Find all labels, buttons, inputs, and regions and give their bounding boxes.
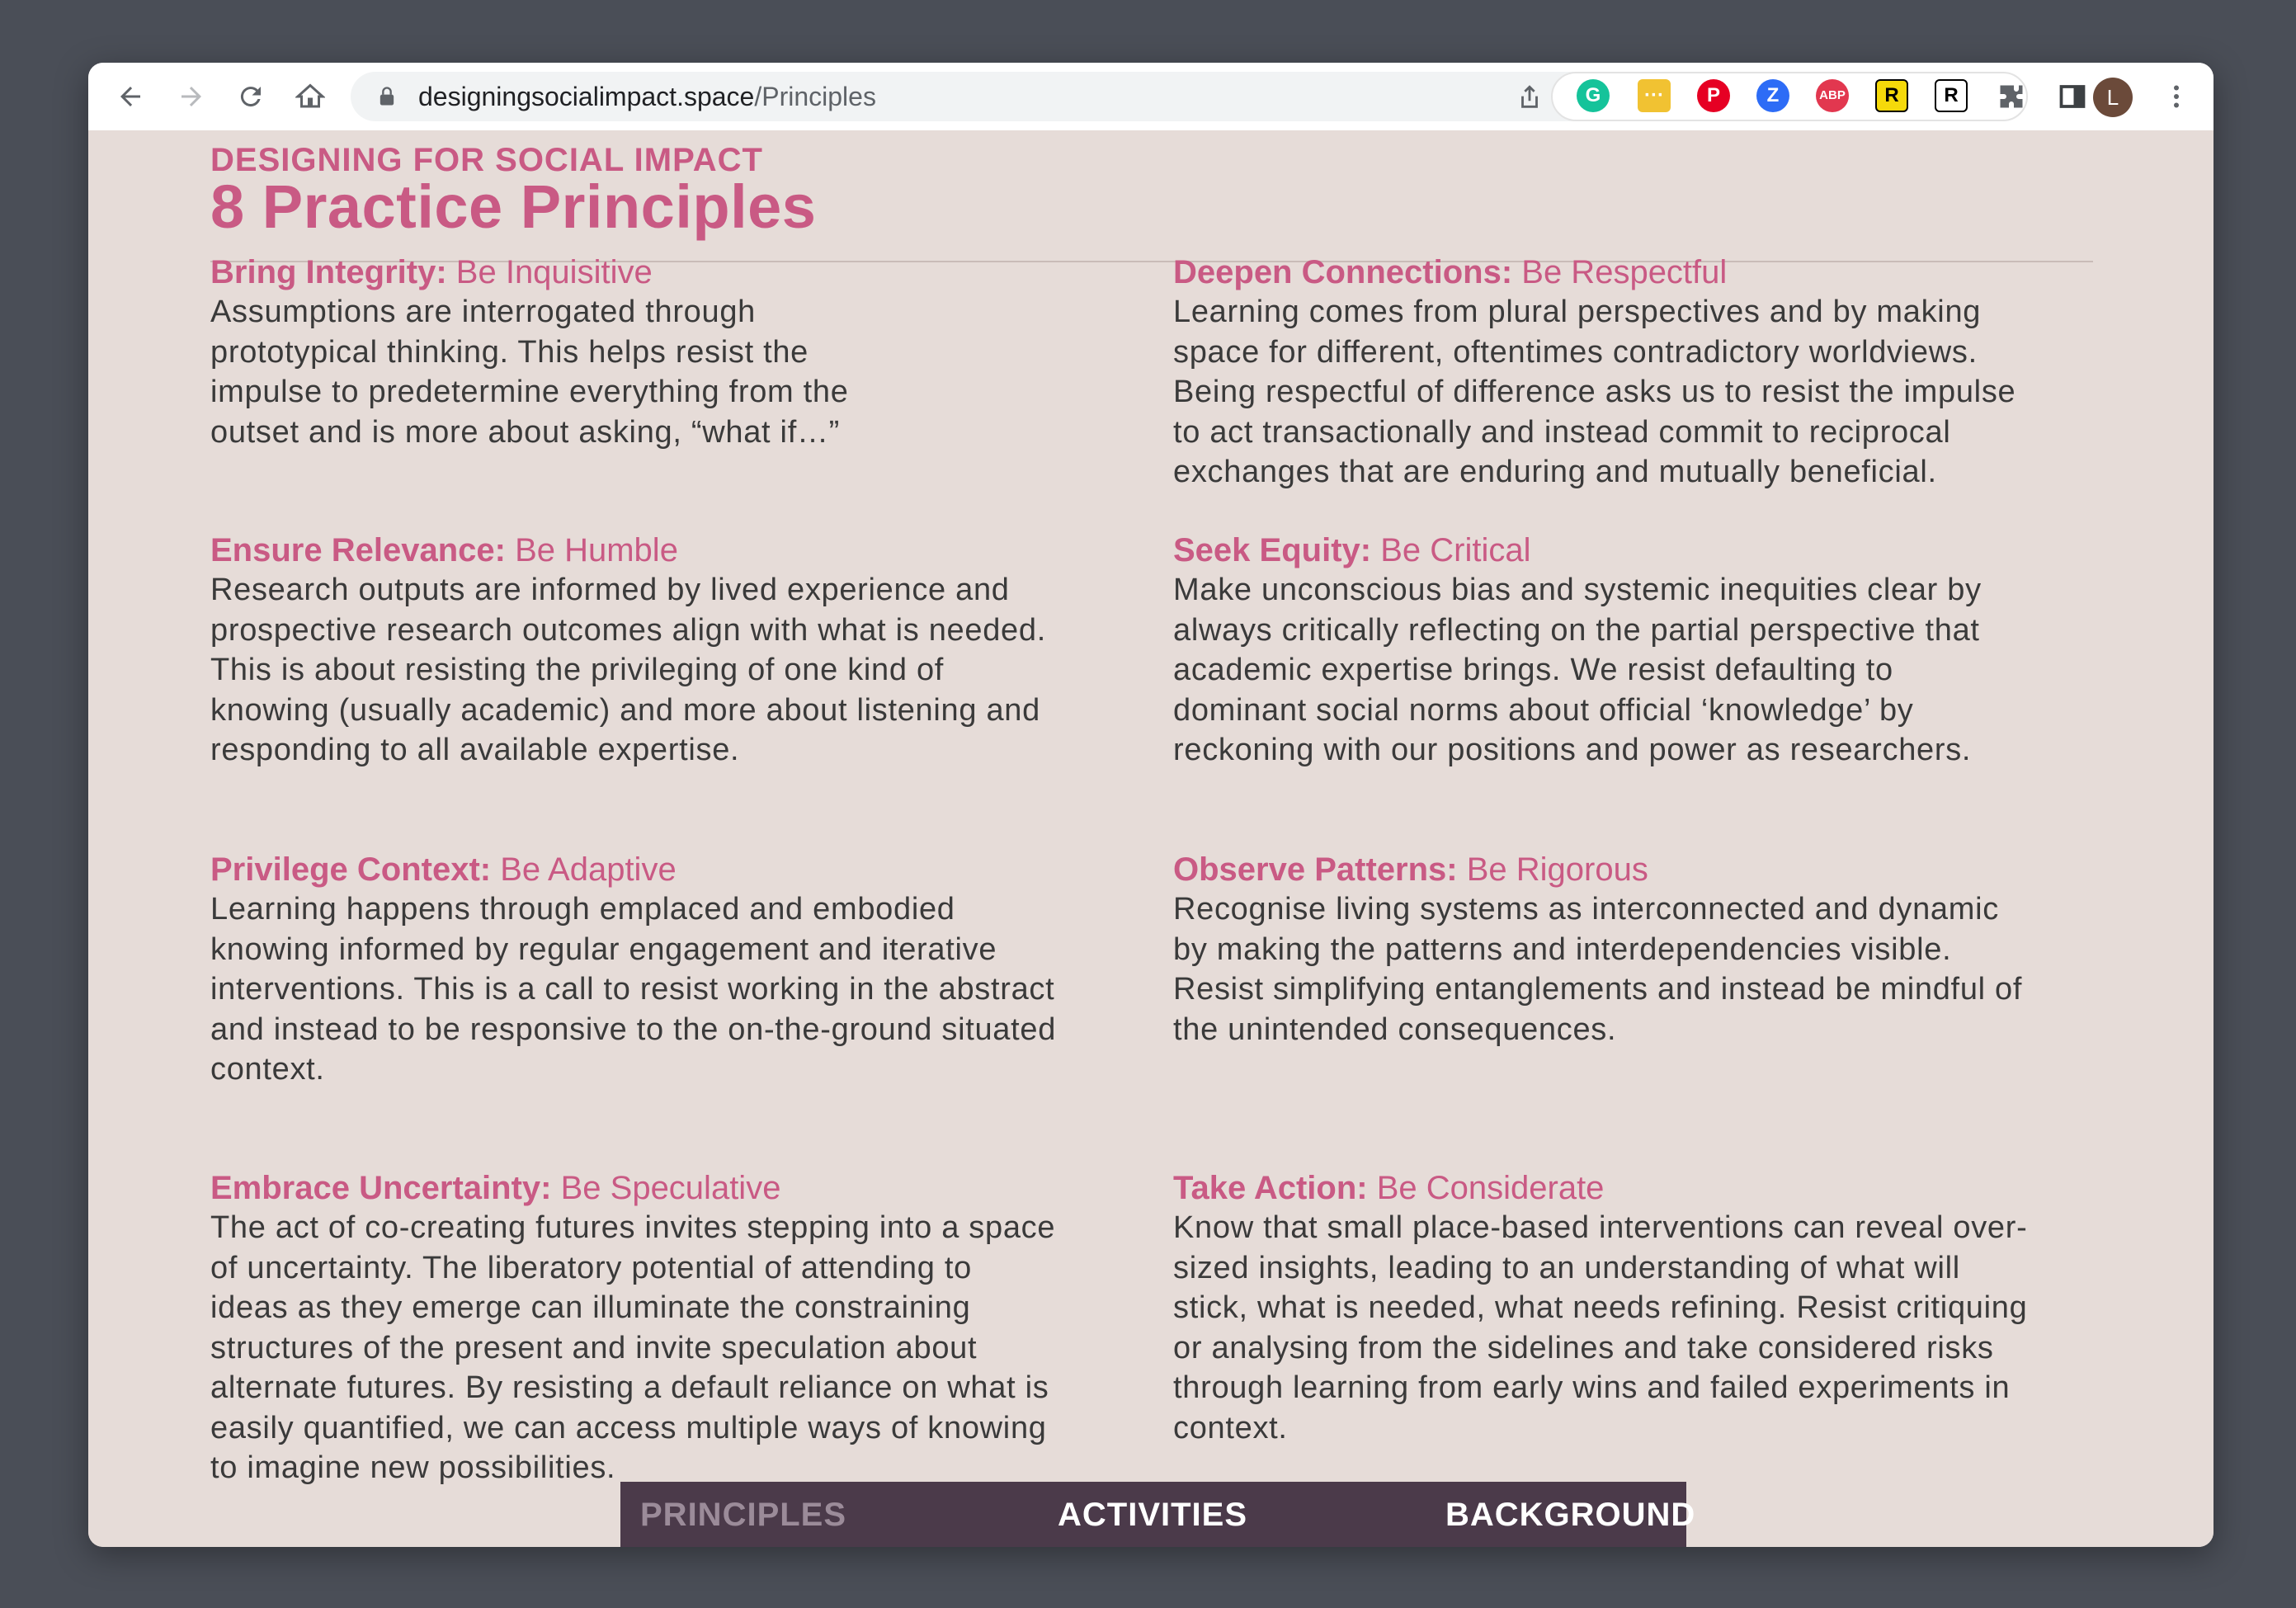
principle-body-line: academic expertise brings. We resist defaulting to <box>1173 653 1893 687</box>
principle-body-line: structures of the present and invite speculation about <box>210 1330 978 1365</box>
principle-subtitle: Be Inquisitive <box>446 254 653 290</box>
nav-background[interactable]: BACKGROUND <box>1445 1497 1696 1533</box>
principle-body-line: by making the patterns and interdependencies visible. <box>1173 931 1952 967</box>
principle-body-line: responding to all available expertise. <box>210 733 740 767</box>
principle-body-line: Being respectful of difference asks us to resist the impulse <box>1173 375 2016 409</box>
principle-body-line: knowing (usually academic) and more about listening and <box>210 692 1040 728</box>
principle-body-line: knowing informed by regular engagement and iterative <box>210 931 997 967</box>
principle-embrace-uncertainty <box>210 1168 1143 1488</box>
principle-subtitle: Be Speculative <box>551 1170 781 1206</box>
principle-body-line: exchanges that are enduring and mutually beneficial. <box>1173 455 1937 489</box>
principle-body-line: context. <box>210 1052 325 1087</box>
site-title[interactable]: DESIGNING FOR SOCIAL IMPACT <box>210 142 763 178</box>
principle-body-line: outset and is more about asking, “what if…” <box>210 414 841 450</box>
principle-body-line: Know that small place-based interventions can reveal over- <box>1173 1210 2028 1245</box>
principle-title: Deepen Connections: <box>1173 254 1513 290</box>
back-arrow-icon[interactable] <box>113 79 148 114</box>
principle-body-line: always critically reflecting on the partial perspective that <box>1173 612 1980 648</box>
principle-body-line: to imagine new possibilities. <box>210 1450 616 1485</box>
principle-title: Embrace Uncertainty: <box>210 1170 552 1206</box>
principle-body-line: or analysing from the sidelines and take considered risks <box>1173 1330 1994 1365</box>
principle-deepen-connections <box>1173 252 2105 493</box>
page-title: 8 Practice Principles <box>210 172 817 241</box>
principle-body-line: through learning from early wins and failed experiments in <box>1173 1370 2011 1405</box>
principle-body-line: reckoning with our positions and power as researchers. <box>1173 733 1972 767</box>
url-path: /Principles <box>754 82 876 111</box>
principle-body-line: Assumptions are interrogated through <box>210 295 757 329</box>
grammarly-icon[interactable]: G <box>1577 79 1610 112</box>
forward-arrow-icon[interactable] <box>174 79 209 114</box>
extensions-puzzle-icon[interactable] <box>1994 79 2029 114</box>
principle-heading <box>1173 1168 2105 1208</box>
adblock-plus-icon[interactable]: ABP <box>1816 79 1849 112</box>
principle-subtitle: Be Humble <box>505 532 678 568</box>
browser-toolbar <box>88 63 2213 131</box>
principle-bring-integrity <box>210 252 1143 452</box>
principle-subtitle: Be Critical <box>1371 532 1531 568</box>
principle-privilege-context <box>210 850 1143 1090</box>
kebab-menu-icon[interactable] <box>2159 79 2194 114</box>
bottom-navigation <box>620 1482 1696 1547</box>
principle-body-line: Make unconscious bias and systemic inequities clear by <box>1173 573 1982 607</box>
principle-body-line: Resist simplifying entanglements and instead be mindful of <box>1173 972 2023 1007</box>
principle-body-line: The act of co-creating futures invites stepping into a space <box>210 1210 1056 1245</box>
z-extension-icon[interactable]: Z <box>1756 79 1789 112</box>
principle-body-line: the unintended consequences. <box>1173 1011 1617 1047</box>
principle-take-action <box>1173 1168 2105 1448</box>
principle-heading <box>210 530 1143 570</box>
principle-body-line: space for different, oftentimes contradictory worldviews. <box>1173 334 1978 370</box>
principle-title: Ensure Relevance: <box>210 532 506 568</box>
principle-subtitle: Be Adaptive <box>491 851 677 888</box>
principle-body-line: of uncertainty. The liberatory potential of attending to <box>210 1250 972 1285</box>
principle-body-line: stick, what is needed, what needs refining. Resist critiquing <box>1173 1290 2028 1325</box>
home-icon[interactable] <box>293 79 328 114</box>
principle-subtitle: Be Respectful <box>1512 254 1728 290</box>
nav-principles[interactable]: PRINCIPLES <box>640 1497 847 1533</box>
principle-body-line: Learning happens through emplaced and embodied <box>210 892 955 927</box>
address-bar[interactable] <box>351 72 1621 121</box>
principle-heading <box>210 1168 1143 1208</box>
principle-body-line: prospective research outcomes align with what is needed. <box>210 612 1046 648</box>
browser-window <box>88 63 2213 1547</box>
principle-body-line: ideas as they emerge can illuminate the constraining <box>210 1290 971 1325</box>
principle-seek-equity <box>1173 530 2105 771</box>
page-content <box>88 130 2213 1547</box>
principle-body-line: Recognise living systems as interconnected and dynamic <box>1173 892 1999 927</box>
principle-body-line: This is about resisting the privileging of one kind of <box>210 653 945 687</box>
side-panel-icon[interactable] <box>2055 79 2090 114</box>
pinterest-icon[interactable]: P <box>1697 79 1730 112</box>
principle-body-line: and instead to be responsive to the on-the-ground situated <box>210 1011 1057 1047</box>
principle-body-line: sized insights, leading to an understanding of what will <box>1173 1250 1960 1285</box>
nav-activities[interactable]: ACTIVITIES <box>1058 1497 1248 1533</box>
principle-heading <box>210 252 1143 292</box>
r-yellow-extension-icon[interactable]: R <box>1875 79 1908 112</box>
principle-ensure-relevance <box>210 530 1143 771</box>
principle-body-line: Research outputs are informed by lived experience and <box>210 573 1010 607</box>
principle-body-line: context. <box>1173 1410 1288 1445</box>
principle-body-line: Learning comes from plural perspectives and by making <box>1173 295 1982 329</box>
notes-extension-icon[interactable]: ··· <box>1638 79 1671 112</box>
principle-body-line: prototypical thinking. This helps resist the <box>210 334 809 370</box>
principle-heading <box>1173 850 2105 889</box>
principle-body-line: to act transactionally and instead commit to reciprocal <box>1173 414 1951 450</box>
principle-heading <box>1173 252 2105 292</box>
url-host: designingsocialimpact.space <box>418 82 755 111</box>
principle-title: Take Action: <box>1173 1170 1368 1206</box>
principle-title: Bring Integrity: <box>210 254 447 290</box>
r-white-extension-icon[interactable]: R <box>1935 79 1968 112</box>
principle-body-line: easily quantified, we can access multiple ways of knowing <box>210 1410 1047 1445</box>
principle-title: Observe Patterns: <box>1173 851 1458 888</box>
principle-heading <box>1173 530 2105 570</box>
principle-subtitle: Be Rigorous <box>1457 851 1648 888</box>
principle-body-line: interventions. This is a call to resist working in the abstract <box>210 972 1055 1007</box>
principle-title: Seek Equity: <box>1173 532 1372 568</box>
lock-icon[interactable] <box>375 85 398 108</box>
principle-heading <box>210 850 1143 889</box>
principle-title: Privilege Context: <box>210 851 492 888</box>
principle-subtitle: Be Considerate <box>1367 1170 1605 1206</box>
principle-body-line: impulse to predetermine everything from the <box>210 375 849 409</box>
principle-body-line: alternate futures. By resisting a default reliance on what is <box>210 1370 1049 1405</box>
principle-body-line: dominant social norms about official ‘knowledge’ by <box>1173 692 1914 728</box>
profile-avatar[interactable]: L <box>2093 78 2133 117</box>
share-icon[interactable] <box>1516 83 1544 111</box>
principle-observe-patterns <box>1173 850 2105 1049</box>
reload-icon[interactable] <box>233 79 268 114</box>
url-text[interactable] <box>418 82 876 111</box>
